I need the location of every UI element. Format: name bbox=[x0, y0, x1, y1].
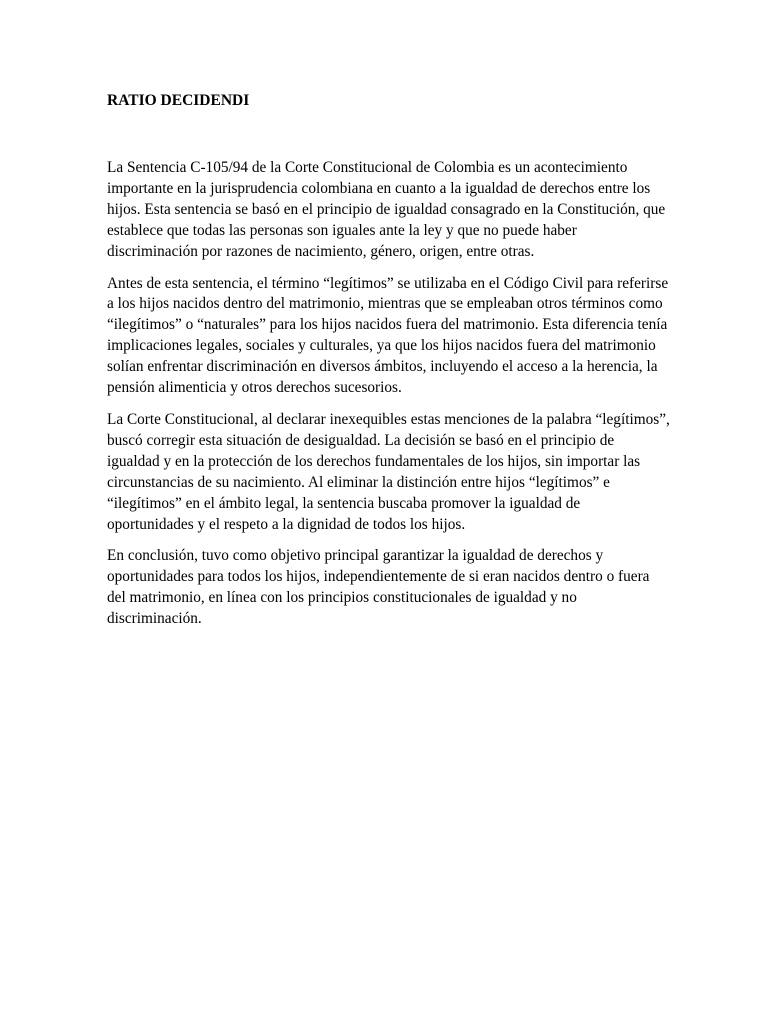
text-line: implicaciones legales, sociales y culturales, ya que los hijos nacidos fuera del matrimonio bbox=[107, 337, 656, 355]
text-line: pensión alimenticia y otros derechos sucesorios. bbox=[107, 379, 402, 397]
text-line: “ilegítimos” o “naturales” para los hijos nacidos fuera del matrimonio. Esta diferencia tenía bbox=[107, 316, 668, 334]
document-title: RATIO DECIDENDI bbox=[107, 92, 250, 109]
text-line: discriminación. bbox=[107, 610, 202, 628]
text-line: La Sentencia C-105/94 de la Corte Constitucional de Colombia es un acontecimiento bbox=[107, 159, 628, 176]
text-line: hijos. Esta sentencia se basó en el principio de igualdad consagrado en la Constitución, que bbox=[107, 200, 666, 218]
text-line: La Corte Constitucional, al declarar inexequibles estas menciones de la palabra “legítimos”, bbox=[107, 410, 670, 428]
text-line: En conclusión, tuvo como objetivo principal garantizar la igualdad de derechos y bbox=[107, 547, 604, 565]
paragraph-3 bbox=[107, 410, 670, 535]
text-line: buscó corregir esta situación de desigualdad. La decisión se basó en el principio de bbox=[107, 431, 615, 449]
text-line: establece que todas las personas son iguales ante la ley y que no puede haber bbox=[107, 221, 577, 239]
text-line: oportunidades y el respeto a la dignidad de todos los hijos. bbox=[107, 515, 466, 533]
paragraph-1 bbox=[107, 158, 667, 263]
text-line: igualdad y en la protección de los derechos fundamentales de los hijos, sin importar las bbox=[107, 452, 641, 470]
text-line: Antes de esta sentencia, el término “legítimos” se utilizaba en el Código Civil para referirse bbox=[107, 274, 669, 292]
text-line: del matrimonio, en línea con los principios constitucionales de igualdad y no bbox=[107, 589, 577, 607]
paragraph-4 bbox=[107, 546, 667, 630]
paragraph-2 bbox=[107, 274, 667, 399]
document-body bbox=[107, 91, 670, 641]
text-line: solían enfrentar discriminación en diversos ámbitos, incluyendo el acceso a la herencia, la bbox=[107, 358, 658, 376]
text-line: importante en la jurisprudencia colombiana en cuanto a la igualdad de derechos entre los bbox=[107, 179, 651, 197]
text-line: “ilegítimos” en el ámbito legal, la sentencia buscaba promover la igualdad de bbox=[107, 494, 581, 512]
text-line: discriminación por razones de nacimiento, género, origen, entre otras. bbox=[107, 242, 535, 260]
text-line: circunstancias de su nacimiento. Al eliminar la distinción entre hijos “legítimos” e bbox=[107, 473, 610, 491]
text-line: oportunidades para todos los hijos, independientemente de si eran nacidos dentro o fuera bbox=[107, 568, 650, 586]
text-line: a los hijos nacidos dentro del matrimonio, mientras que se empleaban otros términos como bbox=[107, 295, 663, 313]
